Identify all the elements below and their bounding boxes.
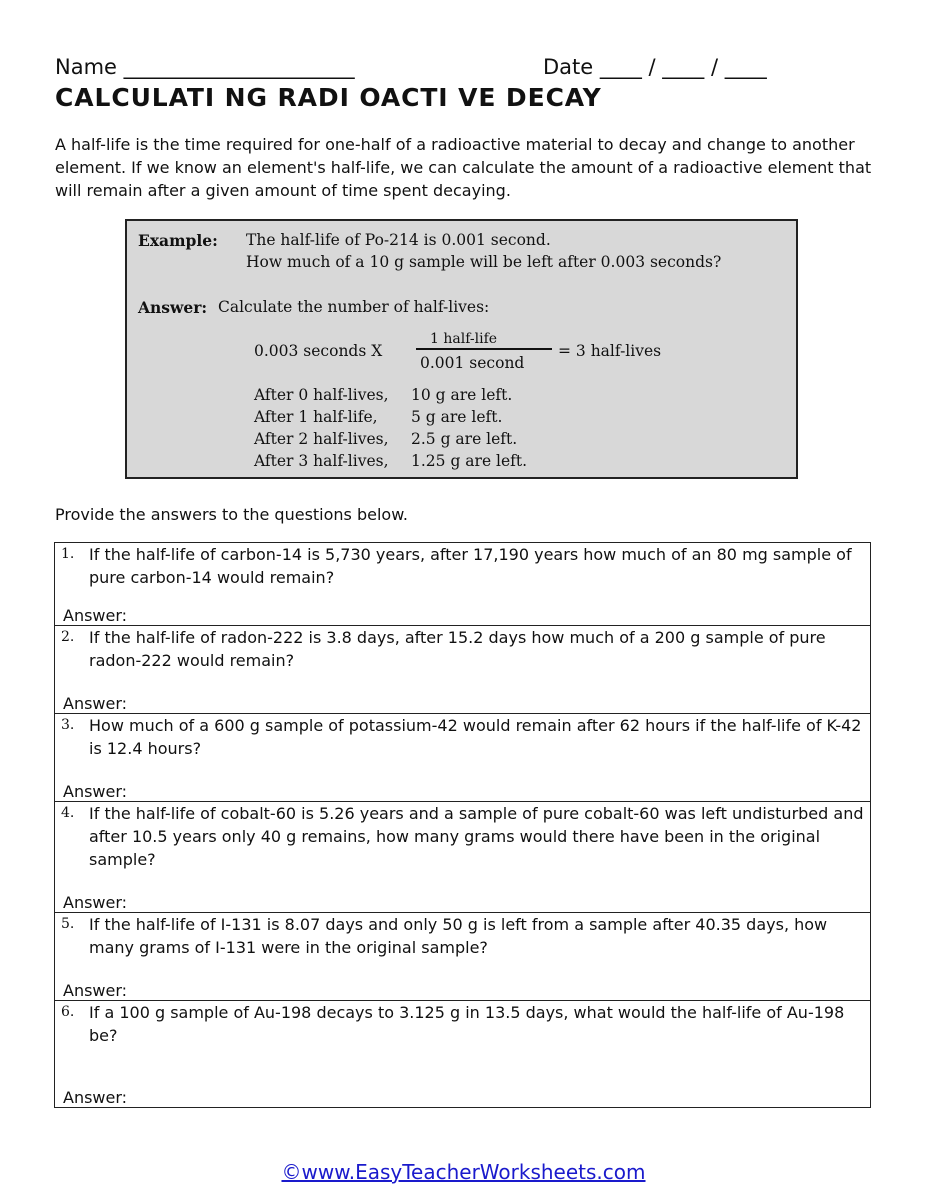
fraction-bar <box>416 348 552 350</box>
question-text: How much of a 600 g sample of potassium-42 would remain after 62 hours if the half-life of K-42 is 12.4 hours? <box>89 716 862 758</box>
answer-label[interactable]: Answer: <box>63 893 128 912</box>
name-field[interactable]: Name ______________________ <box>55 55 355 79</box>
question-number: 6. <box>61 1004 75 1020</box>
question-number: 3. <box>61 717 75 733</box>
answer-text: Calculate the number of half-lives: <box>218 298 490 316</box>
question-number: 4. <box>61 805 75 821</box>
answer-label[interactable]: Answer: <box>63 606 128 625</box>
step-label: After 0 half-lives, <box>254 386 389 404</box>
example-line-2: How much of a 10 g sample will be left after 0.003 seconds? <box>246 253 722 271</box>
step-value: 5 g are left. <box>411 408 503 426</box>
calc-denominator: 0.001 second <box>420 354 525 372</box>
answer-label[interactable]: Answer: <box>63 694 128 713</box>
step-value: 10 g are left. <box>411 386 513 404</box>
question-row <box>55 625 870 713</box>
calc-result: = 3 half-lives <box>558 342 662 360</box>
example-line-1: The half-life of Po-214 is 0.001 second. <box>246 231 551 249</box>
step-label: After 2 half-lives, <box>254 430 389 448</box>
question-table <box>54 542 871 1108</box>
question-row <box>55 713 870 801</box>
example-box <box>125 219 798 479</box>
answer-label: Answer: <box>138 298 208 317</box>
question-row <box>55 1000 870 1107</box>
question-number: 1. <box>61 546 75 562</box>
question-text: If a 100 g sample of Au-198 decays to 3.125 g in 13.5 days, what would the half-life of Au-198 be? <box>89 1003 845 1045</box>
question-text: If the half-life of I-131 is 8.07 days and only 50 g is left from a sample after 40.35 days, how many grams of I-131 were in the original sample? <box>89 915 828 957</box>
calc-numerator: 1 half-life <box>430 331 498 347</box>
intro-paragraph: A half-life is the time required for one-half of a radioactive material to decay and change to another element. If we know an element's half-life, we can calculate the amount of a radioactive element that will remain after a given amount of time spent decaying. <box>55 135 872 200</box>
question-number: 5. <box>61 916 75 932</box>
step-label: After 3 half-lives, <box>254 452 389 470</box>
question-text: If the half-life of carbon-14 is 5,730 years, after 17,190 years how much of an 80 mg sample of pure carbon-14 would remain? <box>89 545 852 587</box>
question-number: 2. <box>61 629 75 645</box>
step-label: After 1 half-life, <box>254 408 378 426</box>
footer-link[interactable]: ©www.EasyTeacherWorksheets.com <box>281 1160 646 1184</box>
date-field[interactable]: Date ____ / ____ / ____ <box>543 55 767 79</box>
instructions: Provide the answers to the questions below. <box>55 505 408 524</box>
question-row <box>55 543 870 625</box>
question-row <box>55 801 870 912</box>
calc-left: 0.003 seconds X <box>254 342 383 360</box>
example-label: Example: <box>138 231 218 250</box>
worksheet-title: CALCULATI NG RADI OACTI VE DECAY <box>55 83 602 112</box>
answer-label[interactable]: Answer: <box>63 782 128 801</box>
question-text: If the half-life of radon-222 is 3.8 days, after 15.2 days how much of a 200 g sample of pure radon-222 would remain? <box>89 628 826 670</box>
step-value: 2.5 g are left. <box>411 430 518 448</box>
answer-label[interactable]: Answer: <box>63 981 128 1000</box>
answer-label[interactable]: Answer: <box>63 1088 128 1107</box>
question-text: If the half-life of cobalt-60 is 5.26 years and a sample of pure cobalt-60 was left undisturbed and after 10.5 years only 40 g remains, how many grams would there have been in the original sample? <box>89 804 864 869</box>
step-value: 1.25 g are left. <box>411 452 528 470</box>
question-row <box>55 912 870 1000</box>
